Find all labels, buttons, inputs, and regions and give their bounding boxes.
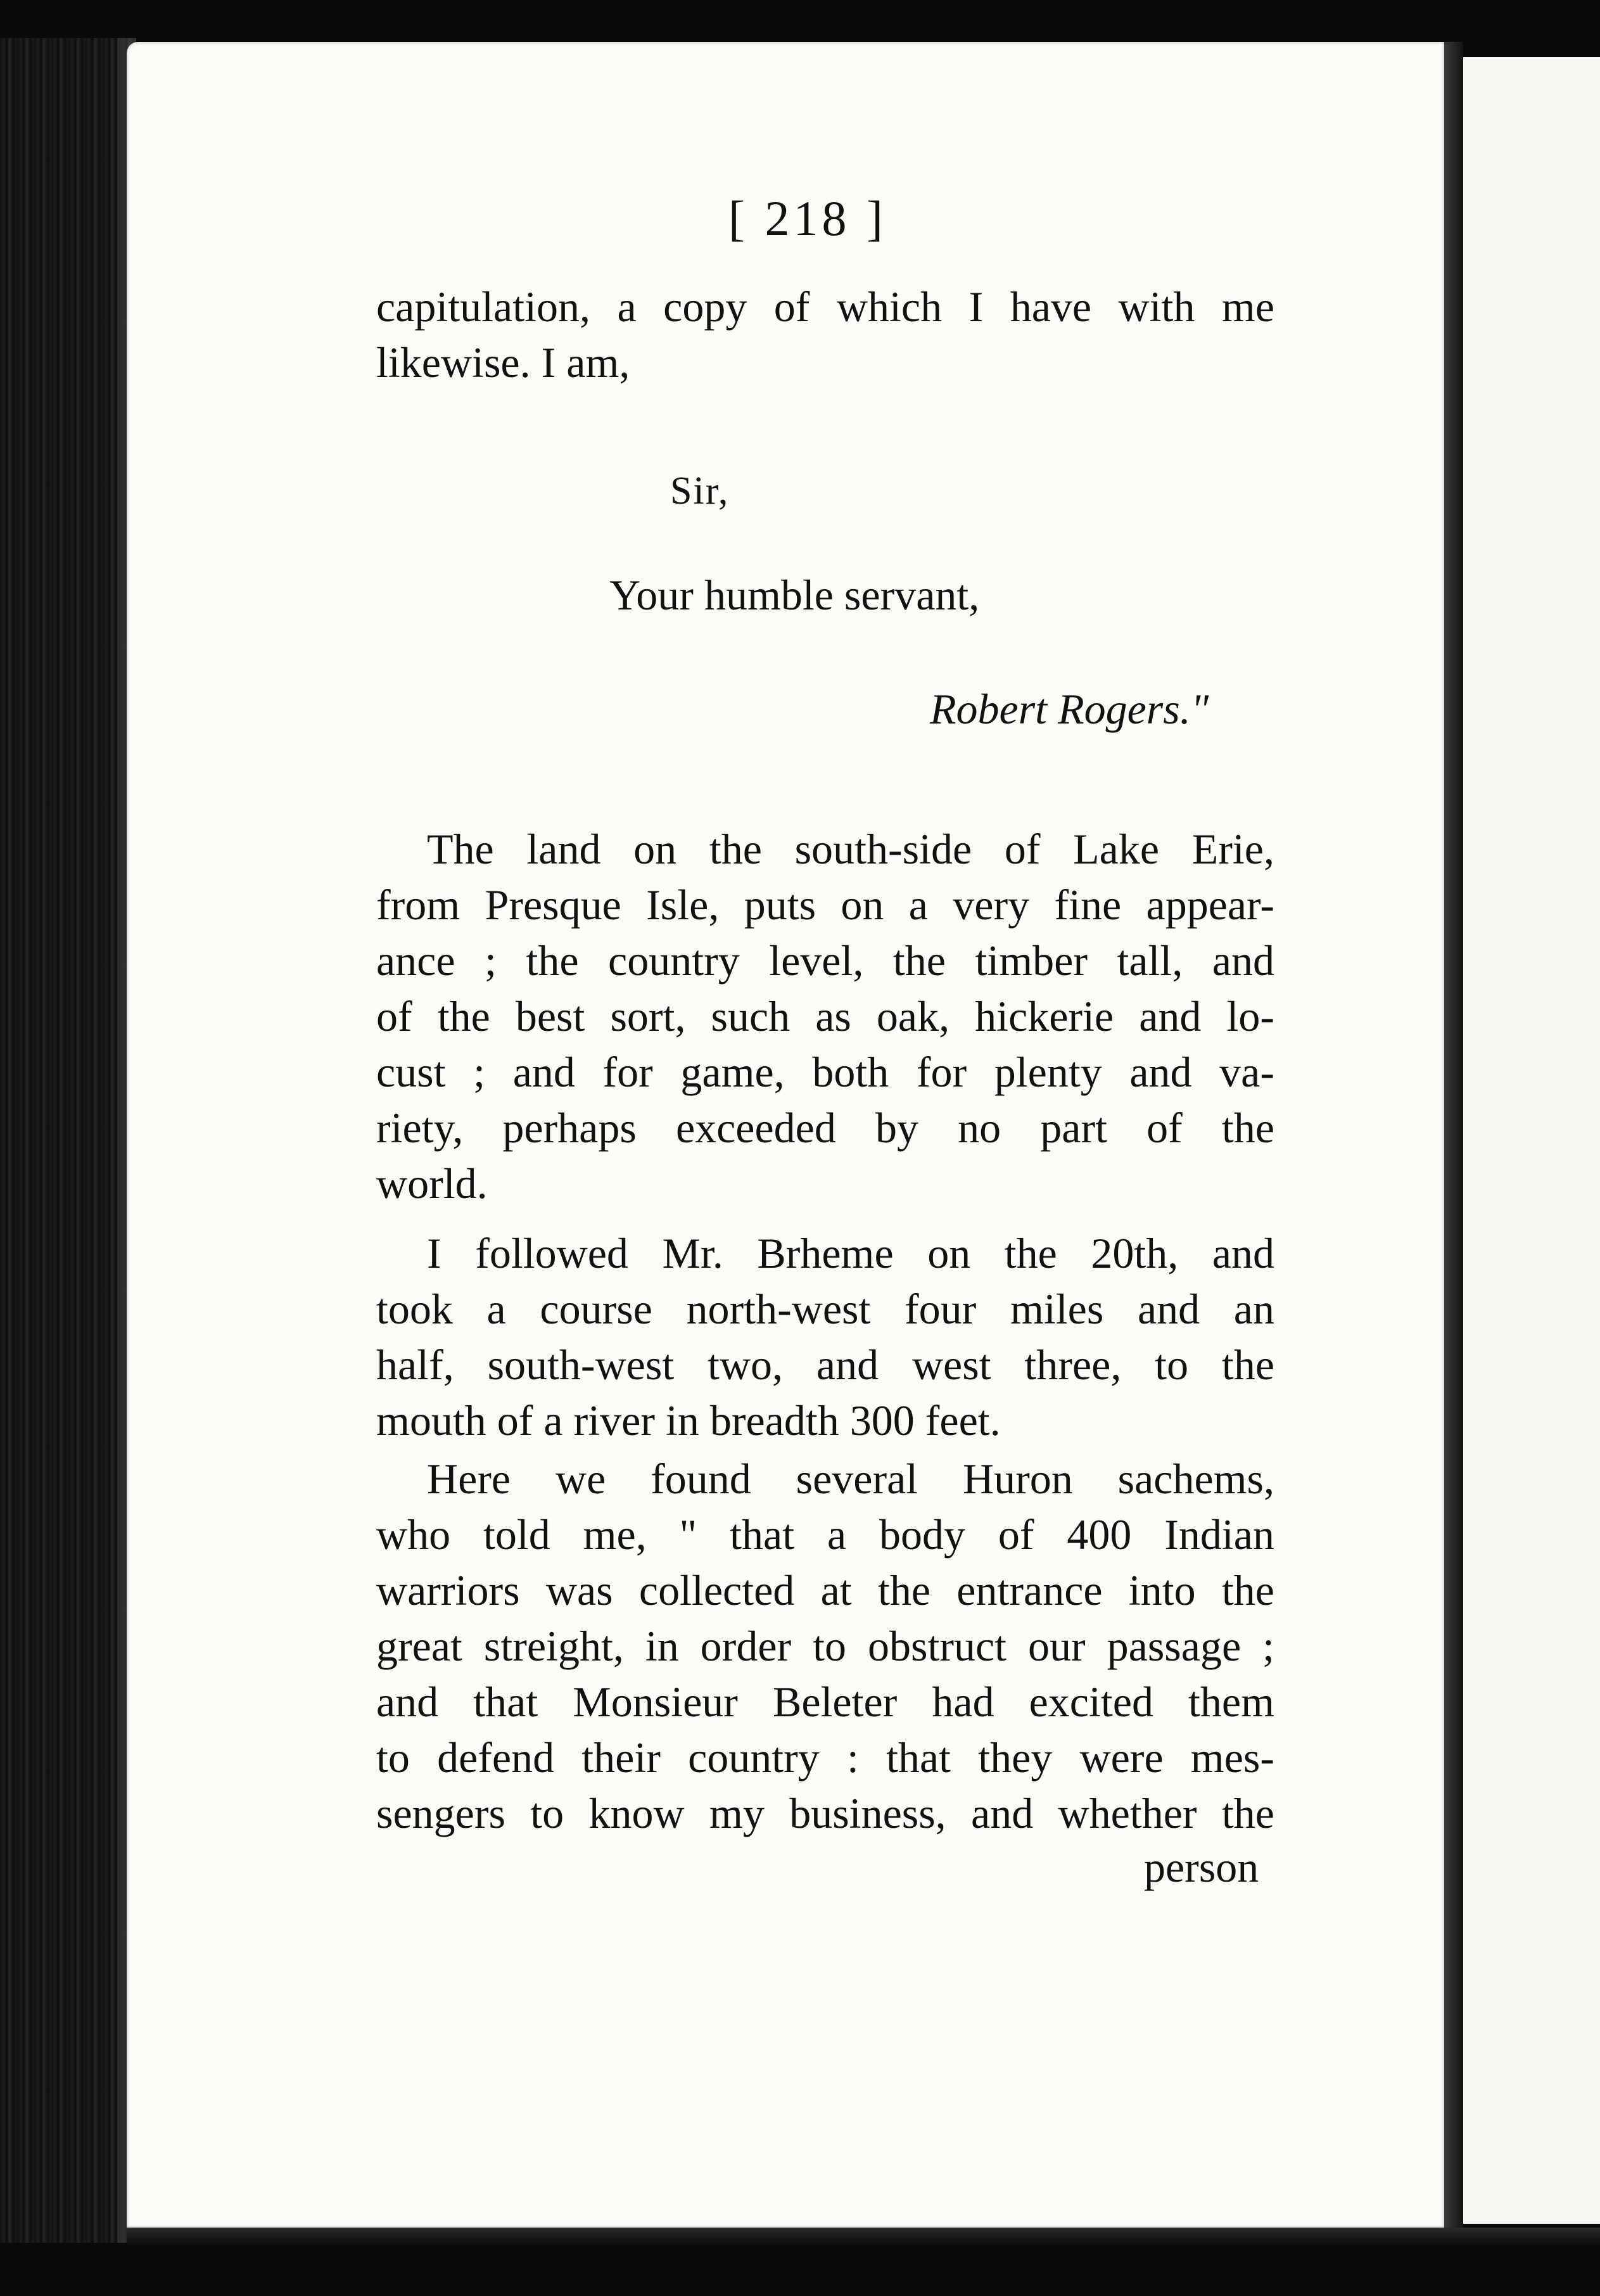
signature: Robert Rogers." [930,685,1209,733]
text-line: world. [376,1159,488,1208]
text-line: to defend their country : that they were mes- [376,1733,1274,1782]
text-line: mouth of a river in breadth 300 feet. [376,1396,1001,1445]
text-line: great streight, in order to obstruct our passage ; [376,1622,1274,1670]
adjacent-page-edge [1463,57,1600,2224]
paragraph-1 [376,821,1274,1211]
text-line: warriors was collected at the entrance into the [376,1566,1274,1614]
text-line: took a course north-west four miles and an [376,1285,1274,1333]
salutation: Sir, [670,469,730,513]
text-line: of the best sort, such as oak, hickerie and lo- [376,992,1274,1040]
text-line: sengers to know my business, and whether the [376,1789,1274,1837]
catchword: person [1144,1843,1259,1891]
page-gutter-shadow [1444,42,1463,2228]
text-line: riety, perhaps exceeded by no part of the [376,1104,1274,1152]
text-line: and that Monsieur Beleter had excited them [376,1678,1274,1726]
page-bottom-shadow [127,2228,1600,2245]
book-spine [0,38,136,2243]
text-line: cust ; and for game, both for plenty and va- [376,1048,1274,1096]
page-number-header: [ 218 ] [728,191,887,246]
text-line: capitulation, a copy of which I have with me [376,283,1274,331]
paragraph-2 [376,1225,1274,1448]
text-line: who told me, " that a body of 400 Indian [376,1510,1274,1559]
text-line: half, south-west two, and west three, to the [376,1341,1274,1389]
paragraph-3 [376,1451,1274,1841]
text-line: The land on the south-side of Lake Erie, [427,825,1274,873]
text-line: from Presque Isle, puts on a very fine appear- [376,881,1274,929]
text-line: Here we found several Huron sachems, [427,1455,1274,1503]
text-line: I followed Mr. Brheme on the 20th, and [427,1229,1274,1277]
text-line: ance ; the country level, the timber tall, and [376,936,1274,985]
opening-text [376,279,1274,390]
text-line: likewise. I am, [376,338,630,386]
closing-line: Your humble servant, [609,571,980,619]
